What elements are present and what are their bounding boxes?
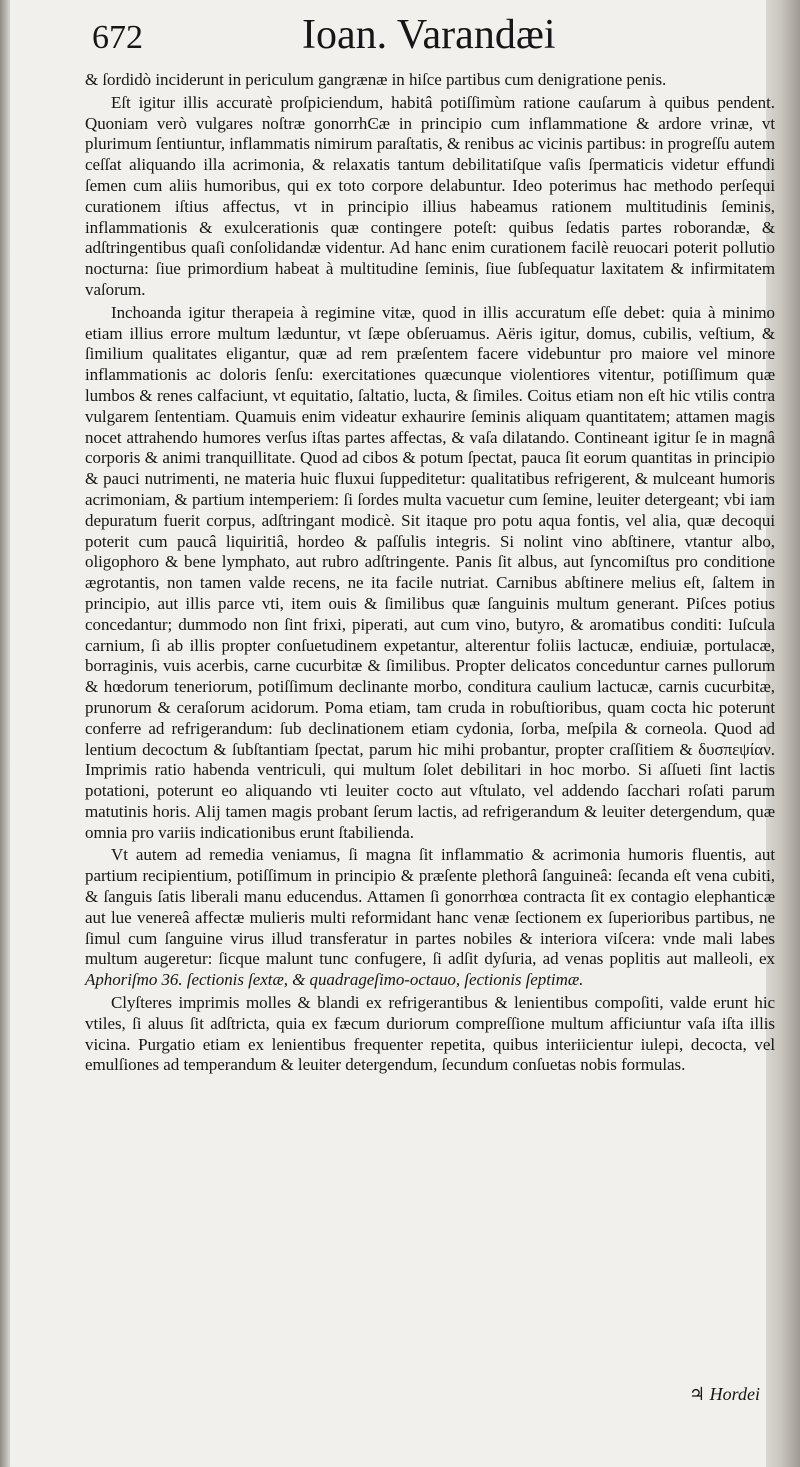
paragraph-5: Clyſteres imprimis molles & blandi ex refrigerantibus & lenientibus compoſiti, valde erunt hic vtiles, ſi aluus ſit adſtricta, quia ex fæcum duriorum compreſſione multum afficiuntur vaſa iſta illis vicina. Purgatio etiam ex lenientibus frequenter repetita, quibus interiicientur iulepi, decocta, vel emulſiones ad temperandum & leuiter detergendum, ſecundum conſuetas nobis formulas. — [85, 993, 775, 1075]
page-number: 672 — [92, 19, 143, 56]
aphorism-citation: Aphoriſmo 36. ſectionis ſextæ, & quadrageſimo-octauo, ſectionis ſeptimæ. — [85, 970, 584, 990]
running-title: Ioan. Varandæi — [302, 12, 556, 58]
paragraph-3: Inchoanda igitur therapeia à regimine vitæ, quod in illis accuratum eſſe debet: quia à minimo etiam illius errore multum læduntur, vt ſæpe obſeruamus. Aëris igitur, domus, cubilis, veſtium, & ſimilium qualitates eligantur, quæ ad rem præſentem facere videbuntur pro maiore vel minore inflammationis ac doloris ſenſu: exercitationes quæcunque violentiores vitentur, potiſſimum quæ lumbos & renes calfaciunt, vt equitatio, ſaltatio, lucta, & ſimiles. Coitus etiam non eſt hic vtilis contra vulgarem ſententiam. Quamuis enim videatur exhaurire ſeminis aliquam quantitatem; attamen magis nocet attrahendo humores verſus iſtas partes affectas, & vaſa dilatando. Contineant igitur ſe in magnâ corporis & animi tranquillitate. Quod ad cibos & potum ſpectat, pauca ſit eorum quantitas in principio & pauci nutrimenti, ne materia huic fluxui ſuppeditetur: qualitatibus refrigerent, & mulceant humoris acrimoniam, & partium intemperiem: ſi ſordes multa vacuetur cum ſemine, leuiter detergeant; vbi iam depuratum fuerit corpus, adſtringant modicè. Sit itaque pro potu aqua fontis, vel alia, quæ decoqui poterit cum paucâ liquiritiâ, hordeo & paſſulis integris. Si nolint vino abſtinere, vtantur albo, oligophoro & bene lymphato, aut rubro adſtringente. Panis ſit albus, aut ſyncomiſtus pro conditione ægrotantis, non tamen valde recens, ne ita facile nutriat. Carnibus abſtinere melius eſt, ſaltem in principio, aut illis parce vti, item ouis & ſimilibus quæ ſanguinis multum generant. Piſces potius concedantur; dummodo non ſint frixi, piperati, aut cum vino, butyro, & aromatibus conditi: Iuſcula carnium, ſi ab illis propter conſuetudinem expetantur, alterentur foliis lactucæ, endiuiæ, portulacæ, borraginis, vuis acerbis, carne cucurbitæ & ſimilibus. Propter delicatos conceduntur carnes pullorum & hœdorum teneriorum, potiſſimum declinante morbo, conditura caulium lactucæ, carnis cucurbitæ, prunorum & ceraſorum acidorum. Poma etiam, tam cruda in robuſtioribus, quam cocta hic poterunt conferre ad refrigerandum: ſub declinationem etiam cydonia, ſorba, meſpila & corneola. Quod ad lentium decoctum & ſubſtantiam ſpectat, parum hic mihi probantur, propter craſſitiem & δυσπεψίαν. Imprimis ratio habenda ventriculi, qui multum ſolet debilitari in hoc morbo. Si aſſueti ſint lactis potationi, poterunt eo aliquando vti leuiter cocto aut vſtulato, vel addendo ſacchari roſati parum matutinis horis. Alij tamen magis probant ſerum lactis, ad refrigerandum & leuiter detergendum, quæ omnia pro variis indicationibus erunt ſtabilienda. — [85, 302, 775, 842]
paragraph-1: & ſordidò inciderunt in periculum gangrænæ in hiſce partibus cum denigratione penis. — [85, 70, 667, 89]
main-text-block — [85, 70, 775, 1078]
paragraph-4 — [85, 845, 775, 991]
paragraph-4-text: Vt autem ad remedia veniamus, ſi magna ſit inflammatio & acrimonia humoris fluentis, aut partium recipientium, potiſſimum in principio & præſente plethorâ ſanguineâ: ſecanda eſt vena cubiti, & ſanguis ſatis liberali manu educendus. Attamen ſi gonorrhœa contracta ſit ex contagio elephanticæ aut lue venereâ affectæ mulieris multi reformidant hanc venæ ſectionem ex ſuperioribus partibus, ne ſimul cum ſanguine virus illud transferatur in partes nobiles & interiora viſcera: vnde mali labes multum augeretur: ſicque malunt tunc confugere, ſi adſit dyſuria, ad venas poplitis aut malleoli, ex — [85, 845, 775, 969]
gutter-shadow — [0, 0, 10, 1467]
page-header — [92, 12, 712, 62]
catchword: ♃ Hordei — [689, 1384, 760, 1404]
paragraph-2: Eſt igitur illis accuratè proſpiciendum, habitâ potiſſimùm ratione cauſarum à quibus pendent. Quoniam verò vulgares noſtræ gonorrhϾæ in principio cum inflammatione & ardore vrinæ, vt plurimum ſentiuntur, inflammatis nimirum paraſtatis, & renibus ac vicinis partibus: in progreſſu autem ceſſat aliquando illa acrimonia, & relaxatis tantum debilitatiſque vaſis ſpermaticis videtur effundi ſemen cum aliis humoribus, qui ex toto corpore delabuntur. Ideo poterimus hac methodo perſequi curationem iſtius affectus, vt in principio illius habeamus rationem multitudinis ſeminis, inflammationis & exulcerationis quæ contingere poteſt: quibus ſedatis partes roborandæ, & adſtringentibus quaſi conſolidandæ videntur. Ad hanc enim curationem facilè reuocari poterit pollutio nocturna: ſiue primordium habeat à multitudine ſeminis, ſiue ſubſequatur laxitatem & infirmitatem vaſorum. — [85, 92, 775, 299]
